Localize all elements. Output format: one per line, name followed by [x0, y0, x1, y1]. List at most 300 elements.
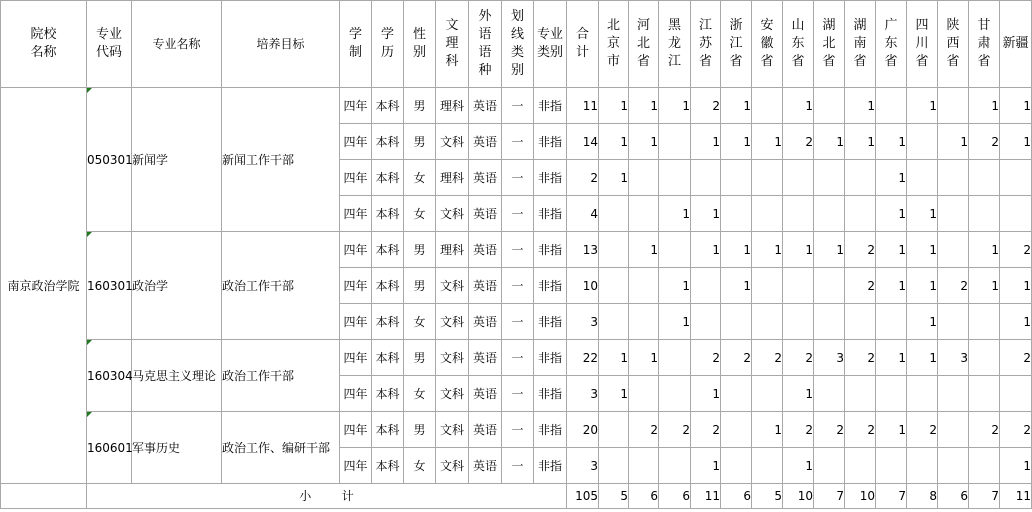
province-count-cell: 1	[721, 232, 752, 268]
province-count-cell	[691, 160, 721, 196]
wenli-cell: 文科	[436, 340, 469, 376]
xingbie-cell: 女	[404, 196, 436, 232]
province-count-cell: 1	[691, 196, 721, 232]
province-count-cell: 1	[659, 88, 691, 124]
province-count-cell	[721, 412, 752, 448]
province-count-cell	[599, 196, 629, 232]
province-count-cell: 2	[845, 232, 876, 268]
huaxian-cell: 一	[502, 340, 534, 376]
province-count-cell: 2	[691, 340, 721, 376]
total-cell: 2	[567, 160, 599, 196]
subtotal-province-cell: 6	[629, 484, 659, 509]
leibie-cell: 非指	[534, 196, 567, 232]
province-count-cell	[721, 448, 752, 484]
province-count-cell: 1	[907, 304, 938, 340]
xuezhi-cell: 四年	[340, 268, 372, 304]
province-count-cell	[752, 304, 783, 340]
header-province: 湖南省	[845, 1, 876, 88]
training-goal-cell: 政治工作干部	[222, 232, 340, 340]
province-count-cell: 1	[629, 340, 659, 376]
header-xingbie: 性别	[404, 1, 436, 88]
province-count-cell	[845, 196, 876, 232]
huaxian-cell: 一	[502, 196, 534, 232]
waiyu-cell: 英语	[469, 160, 502, 196]
huaxian-cell: 一	[502, 376, 534, 412]
table-body	[1, 88, 1032, 509]
table-row	[1, 340, 1032, 376]
province-count-cell: 1	[1000, 124, 1032, 160]
province-count-cell: 1	[876, 412, 907, 448]
province-count-cell: 2	[691, 88, 721, 124]
wenli-cell: 文科	[436, 448, 469, 484]
xuezhi-cell: 四年	[340, 196, 372, 232]
province-count-cell	[845, 448, 876, 484]
province-count-cell: 1	[691, 124, 721, 160]
training-goal-cell: 政治工作干部	[222, 340, 340, 412]
province-count-cell	[629, 448, 659, 484]
province-count-cell: 1	[907, 268, 938, 304]
province-count-cell	[814, 268, 845, 304]
header-heji: 合计	[567, 1, 599, 88]
province-count-cell: 1	[752, 232, 783, 268]
province-count-cell: 1	[814, 232, 845, 268]
xueli-cell: 本科	[372, 88, 404, 124]
province-count-cell	[938, 88, 969, 124]
training-goal-cell: 新闻工作干部	[222, 88, 340, 232]
province-count-cell	[659, 232, 691, 268]
province-count-cell	[907, 124, 938, 160]
wenli-cell: 文科	[436, 196, 469, 232]
province-count-cell	[814, 196, 845, 232]
xuezhi-cell: 四年	[340, 412, 372, 448]
province-count-cell	[1000, 160, 1032, 196]
major-name-cell: 军事历史	[132, 412, 222, 484]
leibie-cell: 非指	[534, 340, 567, 376]
huaxian-cell: 一	[502, 304, 534, 340]
subtotal-province-cell: 5	[599, 484, 629, 509]
province-count-cell: 1	[783, 88, 814, 124]
province-count-cell	[752, 88, 783, 124]
province-count-cell	[721, 376, 752, 412]
subtotal-province-cell: 6	[938, 484, 969, 509]
xingbie-cell: 女	[404, 304, 436, 340]
total-cell: 4	[567, 196, 599, 232]
province-count-cell: 2	[969, 124, 1000, 160]
province-count-cell: 2	[783, 124, 814, 160]
province-count-cell	[659, 376, 691, 412]
wenli-cell: 理科	[436, 160, 469, 196]
subtotal-province-cell: 7	[876, 484, 907, 509]
xingbie-cell: 男	[404, 88, 436, 124]
xuezhi-cell: 四年	[340, 88, 372, 124]
wenli-cell: 文科	[436, 268, 469, 304]
province-count-cell: 1	[752, 124, 783, 160]
xueli-cell: 本科	[372, 268, 404, 304]
province-count-cell	[752, 268, 783, 304]
total-cell: 14	[567, 124, 599, 160]
subtotal-province-cell: 10	[783, 484, 814, 509]
province-count-cell	[752, 448, 783, 484]
province-count-cell: 2	[752, 340, 783, 376]
province-count-cell	[752, 196, 783, 232]
subtotal-blank-cell	[1, 484, 87, 509]
table-row	[1, 88, 1032, 124]
leibie-cell: 非指	[534, 232, 567, 268]
subtotal-province-cell: 7	[969, 484, 1000, 509]
xingbie-cell: 女	[404, 448, 436, 484]
xueli-cell: 本科	[372, 304, 404, 340]
province-count-cell	[969, 196, 1000, 232]
xuezhi-cell: 四年	[340, 232, 372, 268]
total-cell: 3	[567, 376, 599, 412]
province-count-cell	[1000, 376, 1032, 412]
xuezhi-cell: 四年	[340, 448, 372, 484]
province-count-cell: 2	[629, 412, 659, 448]
wenli-cell: 文科	[436, 124, 469, 160]
province-count-cell: 1	[599, 340, 629, 376]
province-count-cell	[629, 304, 659, 340]
province-count-cell: 1	[876, 340, 907, 376]
province-count-cell: 1	[721, 124, 752, 160]
table-row	[1, 412, 1032, 448]
province-count-cell	[814, 448, 845, 484]
header-province: 黑龙江	[659, 1, 691, 88]
province-count-cell: 2	[1000, 412, 1032, 448]
province-count-cell: 1	[1000, 448, 1032, 484]
xueli-cell: 本科	[372, 376, 404, 412]
xueli-cell: 本科	[372, 160, 404, 196]
major-code-cell: 050301	[87, 88, 132, 232]
province-count-cell	[721, 160, 752, 196]
province-count-cell: 1	[599, 376, 629, 412]
province-count-cell: 1	[969, 268, 1000, 304]
subtotal-province-cell: 6	[721, 484, 752, 509]
major-name-cell: 新闻学	[132, 88, 222, 232]
province-count-cell	[599, 304, 629, 340]
leibie-cell: 非指	[534, 160, 567, 196]
province-count-cell: 1	[1000, 304, 1032, 340]
waiyu-cell: 英语	[469, 448, 502, 484]
xingbie-cell: 男	[404, 340, 436, 376]
subtotal-province-cell: 11	[691, 484, 721, 509]
major-name-cell: 马克思主义理论	[132, 340, 222, 412]
header-province: 江苏省	[691, 1, 721, 88]
province-count-cell: 2	[1000, 232, 1032, 268]
huaxian-cell: 一	[502, 268, 534, 304]
xueli-cell: 本科	[372, 232, 404, 268]
province-count-cell: 1	[907, 340, 938, 376]
province-count-cell	[629, 376, 659, 412]
province-count-cell	[783, 304, 814, 340]
subtotal-province-cell: 10	[845, 484, 876, 509]
header-goal: 培养目标	[222, 1, 340, 88]
header-waiyu: 外语语种	[469, 1, 502, 88]
province-count-cell	[845, 304, 876, 340]
subtotal-row	[1, 484, 1032, 509]
huaxian-cell: 一	[502, 88, 534, 124]
province-count-cell	[969, 304, 1000, 340]
province-count-cell	[814, 160, 845, 196]
province-count-cell: 2	[845, 412, 876, 448]
total-cell: 10	[567, 268, 599, 304]
province-count-cell: 1	[629, 88, 659, 124]
province-count-cell: 1	[814, 124, 845, 160]
province-count-cell: 1	[599, 124, 629, 160]
province-count-cell: 2	[845, 268, 876, 304]
total-cell: 11	[567, 88, 599, 124]
province-count-cell	[938, 160, 969, 196]
province-count-cell	[752, 160, 783, 196]
waiyu-cell: 英语	[469, 88, 502, 124]
province-count-cell	[907, 376, 938, 412]
header-province: 浙江省	[721, 1, 752, 88]
province-count-cell: 2	[814, 412, 845, 448]
province-count-cell	[691, 268, 721, 304]
major-name-cell: 政治学	[132, 232, 222, 340]
wenli-cell: 文科	[436, 376, 469, 412]
province-count-cell: 2	[938, 268, 969, 304]
province-count-cell	[845, 376, 876, 412]
leibie-cell: 非指	[534, 448, 567, 484]
province-count-cell	[938, 232, 969, 268]
province-count-cell	[938, 448, 969, 484]
header-leibie: 专业类别	[534, 1, 567, 88]
province-count-cell: 1	[752, 412, 783, 448]
total-cell: 13	[567, 232, 599, 268]
total-cell: 22	[567, 340, 599, 376]
province-count-cell: 1	[721, 268, 752, 304]
xueli-cell: 本科	[372, 196, 404, 232]
province-count-cell	[814, 304, 845, 340]
province-count-cell	[876, 376, 907, 412]
wenli-cell: 文科	[436, 412, 469, 448]
province-count-cell: 2	[721, 340, 752, 376]
leibie-cell: 非指	[534, 376, 567, 412]
waiyu-cell: 英语	[469, 124, 502, 160]
xueli-cell: 本科	[372, 448, 404, 484]
province-count-cell	[876, 304, 907, 340]
training-goal-cell: 政治工作、编研干部	[222, 412, 340, 484]
province-count-cell: 1	[629, 124, 659, 160]
province-count-cell: 1	[907, 196, 938, 232]
province-count-cell: 2	[659, 412, 691, 448]
table-row	[1, 232, 1032, 268]
major-code-cell: 160301	[87, 232, 132, 340]
subtotal-province-cell: 6	[659, 484, 691, 509]
province-count-cell: 2	[783, 340, 814, 376]
province-count-cell	[629, 196, 659, 232]
total-cell: 3	[567, 304, 599, 340]
province-count-cell	[1000, 196, 1032, 232]
province-count-cell	[969, 160, 1000, 196]
province-count-cell	[783, 268, 814, 304]
xingbie-cell: 男	[404, 124, 436, 160]
province-count-cell	[938, 196, 969, 232]
xuezhi-cell: 四年	[340, 304, 372, 340]
province-count-cell: 1	[599, 160, 629, 196]
province-count-cell	[659, 124, 691, 160]
province-count-cell	[721, 304, 752, 340]
province-count-cell	[907, 448, 938, 484]
waiyu-cell: 英语	[469, 304, 502, 340]
xuezhi-cell: 四年	[340, 160, 372, 196]
header-province: 山东省	[783, 1, 814, 88]
province-count-cell	[969, 448, 1000, 484]
province-count-cell	[629, 160, 659, 196]
xuezhi-cell: 四年	[340, 340, 372, 376]
header-province: 广东省	[876, 1, 907, 88]
header-code: 专业代码	[87, 1, 132, 88]
province-count-cell	[814, 376, 845, 412]
school-cell: 南京政治学院	[1, 88, 87, 484]
province-count-cell: 1	[876, 196, 907, 232]
province-count-cell	[845, 160, 876, 196]
province-count-cell: 1	[969, 232, 1000, 268]
wenli-cell: 文科	[436, 304, 469, 340]
province-count-cell	[907, 160, 938, 196]
xingbie-cell: 女	[404, 376, 436, 412]
province-count-cell	[629, 268, 659, 304]
subtotal-province-cell: 5	[752, 484, 783, 509]
province-count-cell: 1	[876, 268, 907, 304]
province-count-cell	[938, 304, 969, 340]
xuezhi-cell: 四年	[340, 124, 372, 160]
header-province: 安徽省	[752, 1, 783, 88]
header-province: 新疆	[1000, 1, 1032, 88]
province-count-cell	[691, 304, 721, 340]
header-school: 院校名称	[1, 1, 87, 88]
province-count-cell: 1	[876, 160, 907, 196]
province-count-cell: 3	[814, 340, 845, 376]
huaxian-cell: 一	[502, 448, 534, 484]
xuezhi-cell: 四年	[340, 376, 372, 412]
province-count-cell: 2	[845, 340, 876, 376]
waiyu-cell: 英语	[469, 340, 502, 376]
province-count-cell	[969, 340, 1000, 376]
province-count-cell	[599, 268, 629, 304]
waiyu-cell: 英语	[469, 268, 502, 304]
xueli-cell: 本科	[372, 412, 404, 448]
province-count-cell: 1	[783, 232, 814, 268]
leibie-cell: 非指	[534, 88, 567, 124]
province-count-cell: 1	[783, 448, 814, 484]
province-count-cell: 3	[938, 340, 969, 376]
total-cell: 3	[567, 448, 599, 484]
subtotal-province-cell: 7	[814, 484, 845, 509]
province-count-cell	[599, 232, 629, 268]
header-xueli: 学历	[372, 1, 404, 88]
province-count-cell	[599, 412, 629, 448]
wenli-cell: 理科	[436, 88, 469, 124]
province-count-cell: 1	[783, 376, 814, 412]
header-row	[1, 1, 1032, 88]
leibie-cell: 非指	[534, 304, 567, 340]
province-count-cell	[752, 376, 783, 412]
province-count-cell	[783, 196, 814, 232]
province-count-cell: 1	[691, 232, 721, 268]
province-count-cell: 1	[1000, 268, 1032, 304]
province-count-cell: 1	[907, 88, 938, 124]
header-wenli: 文理科	[436, 1, 469, 88]
subtotal-label: 小 计	[87, 484, 567, 509]
province-count-cell	[969, 376, 1000, 412]
header-province: 湖北省	[814, 1, 845, 88]
header-province: 四川省	[907, 1, 938, 88]
province-count-cell	[599, 448, 629, 484]
xingbie-cell: 男	[404, 412, 436, 448]
province-count-cell	[876, 448, 907, 484]
province-count-cell	[814, 88, 845, 124]
province-count-cell: 1	[599, 88, 629, 124]
header-province: 甘肃省	[969, 1, 1000, 88]
header-province: 陕西省	[938, 1, 969, 88]
province-count-cell	[938, 412, 969, 448]
xueli-cell: 本科	[372, 124, 404, 160]
huaxian-cell: 一	[502, 124, 534, 160]
province-count-cell: 2	[783, 412, 814, 448]
subtotal-province-cell: 8	[907, 484, 938, 509]
province-count-cell: 1	[629, 232, 659, 268]
province-count-cell: 1	[721, 88, 752, 124]
province-count-cell: 1	[907, 232, 938, 268]
province-count-cell	[659, 448, 691, 484]
province-count-cell	[659, 160, 691, 196]
waiyu-cell: 英语	[469, 196, 502, 232]
subtotal-total: 105	[567, 484, 599, 509]
total-cell: 20	[567, 412, 599, 448]
xingbie-cell: 男	[404, 268, 436, 304]
province-count-cell: 1	[876, 124, 907, 160]
province-count-cell	[659, 340, 691, 376]
leibie-cell: 非指	[534, 124, 567, 160]
province-count-cell: 1	[691, 448, 721, 484]
header-major: 专业名称	[132, 1, 222, 88]
province-count-cell: 1	[876, 232, 907, 268]
province-count-cell: 1	[659, 268, 691, 304]
huaxian-cell: 一	[502, 412, 534, 448]
wenli-cell: 理科	[436, 232, 469, 268]
province-count-cell: 1	[691, 376, 721, 412]
header-xuezhi: 学制	[340, 1, 372, 88]
province-count-cell: 1	[969, 88, 1000, 124]
province-count-cell	[721, 196, 752, 232]
leibie-cell: 非指	[534, 412, 567, 448]
province-count-cell: 2	[969, 412, 1000, 448]
header-province: 北京市	[599, 1, 629, 88]
waiyu-cell: 英语	[469, 376, 502, 412]
province-count-cell: 1	[659, 196, 691, 232]
province-count-cell	[938, 376, 969, 412]
header-province: 河北省	[629, 1, 659, 88]
xueli-cell: 本科	[372, 340, 404, 376]
waiyu-cell: 英语	[469, 232, 502, 268]
province-count-cell: 1	[659, 304, 691, 340]
province-count-cell: 1	[1000, 88, 1032, 124]
province-count-cell: 1	[938, 124, 969, 160]
major-code-cell: 160601	[87, 412, 132, 484]
leibie-cell: 非指	[534, 268, 567, 304]
xingbie-cell: 女	[404, 160, 436, 196]
province-count-cell: 2	[907, 412, 938, 448]
major-code-cell: 160304	[87, 340, 132, 412]
province-count-cell: 2	[691, 412, 721, 448]
province-count-cell: 1	[845, 124, 876, 160]
province-count-cell	[876, 88, 907, 124]
subtotal-province-cell: 11	[1000, 484, 1032, 509]
xingbie-cell: 男	[404, 232, 436, 268]
huaxian-cell: 一	[502, 160, 534, 196]
province-count-cell	[783, 160, 814, 196]
